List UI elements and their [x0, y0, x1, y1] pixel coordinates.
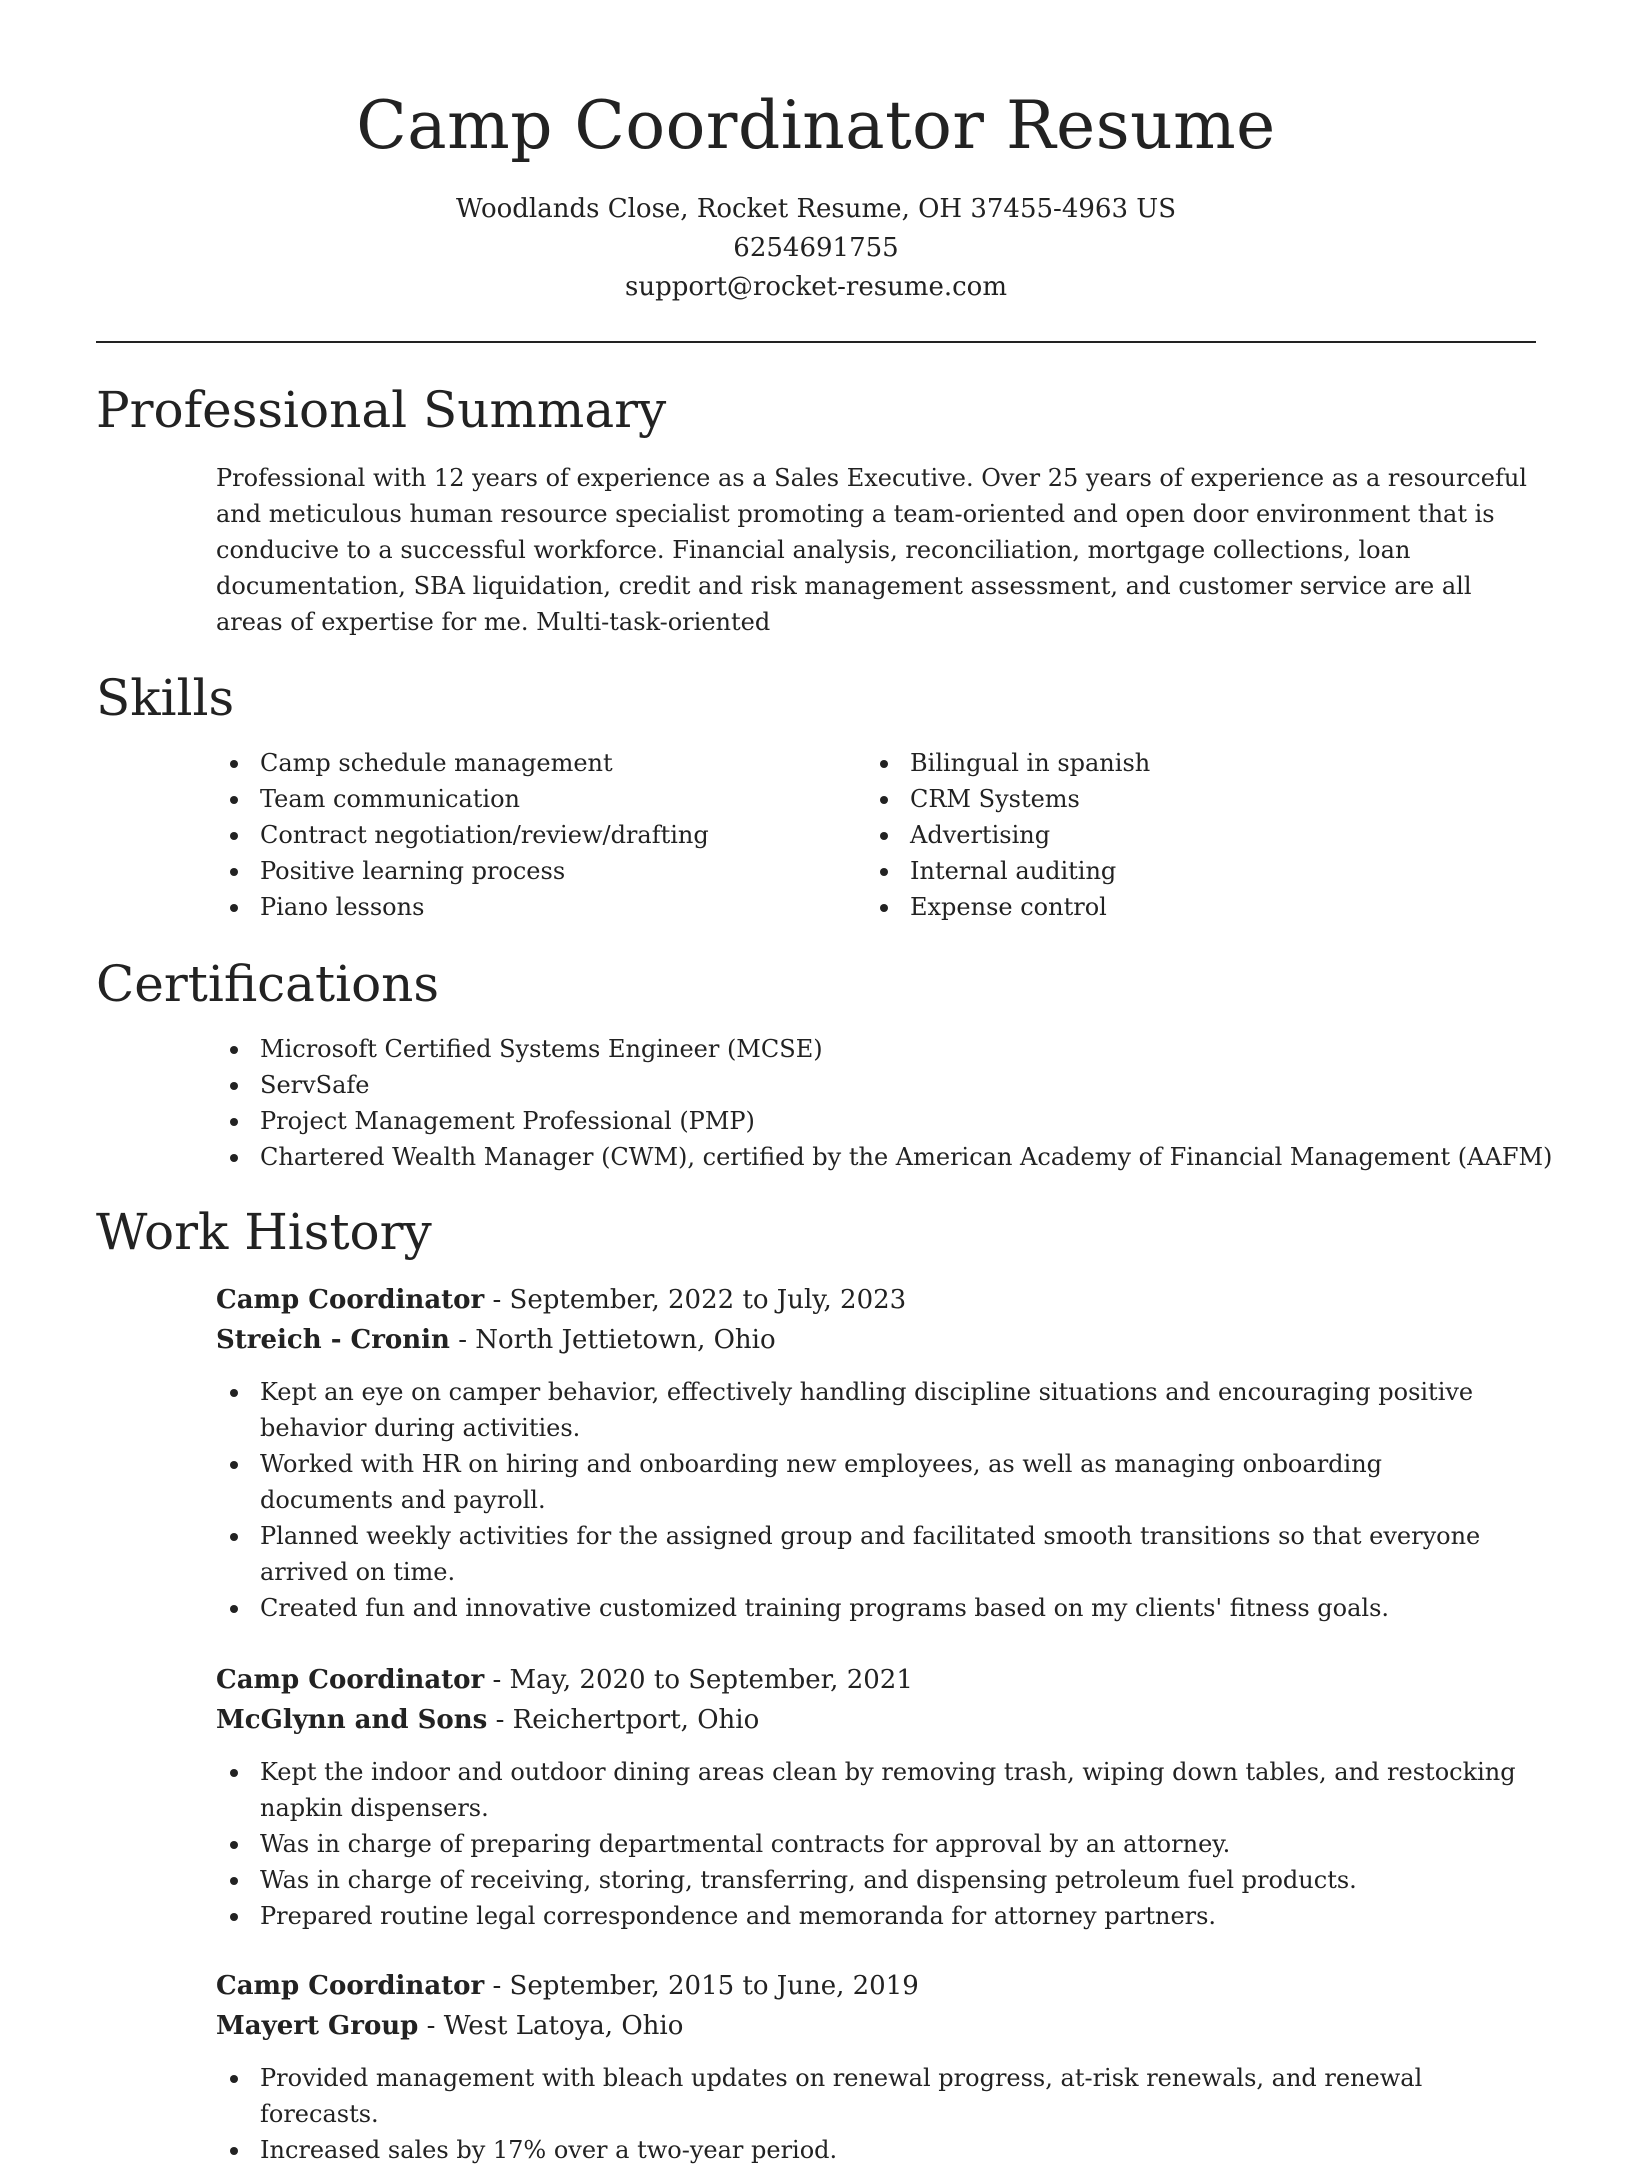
contact-email: support@rocket-resume.com: [624, 272, 1007, 302]
skills-column-left: [216, 745, 836, 925]
certification-item: Microsoft Certified Systems Engineer (MCSE): [216, 1031, 1556, 1067]
job-company: Streich - Cronin: [216, 1325, 450, 1355]
job-company: McGlynn and Sons: [216, 1705, 488, 1735]
job-duties-list: [216, 1754, 1516, 1934]
skill-item: Bilingual in spanish: [866, 745, 1486, 781]
job-dates: September, 2022 to July, 2023: [509, 1285, 907, 1315]
contact-phone: 6254691755: [733, 233, 899, 263]
job-duties: [216, 1754, 1516, 1934]
job-location: North Jettietown, Ohio: [475, 1325, 776, 1355]
job-company-line: McGlynn and Sons - Reichertport, Ohio: [216, 1705, 760, 1735]
job-title-line: Camp Coordinator - May, 2020 to September, 2021: [216, 1665, 913, 1695]
job-duty-item: Was in charge of receiving, storing, transferring, and dispensing petroleum fuel products.: [216, 1862, 1516, 1898]
certification-item: ServSafe: [216, 1067, 1556, 1103]
job-duties-list: [216, 2060, 1516, 2168]
job-header: [216, 1966, 1516, 2046]
job-duty-item: Increased sales by 17% over a two-year period.: [216, 2132, 1516, 2168]
job-duty-item: Kept the indoor and outdoor dining areas clean by removing trash, wiping down tables, and restocking napkin dispensers.: [216, 1754, 1516, 1826]
certification-item: Chartered Wealth Manager (CWM), certified by the American Academy of Financial Management (AAFM): [216, 1139, 1556, 1175]
skill-item: Contract negotiation/review/drafting: [216, 817, 836, 853]
skill-item: Camp schedule management: [216, 745, 836, 781]
job-duties: [216, 2060, 1516, 2168]
resume-title: Camp Coordinator Resume: [356, 87, 1276, 164]
skill-item: Positive learning process: [216, 853, 836, 889]
job-location: Reichertport, Ohio: [512, 1705, 760, 1735]
certifications-block: [216, 1031, 1556, 1175]
job-location: West Latoya, Ohio: [443, 2011, 684, 2041]
job-header: [216, 1660, 1516, 1740]
skill-item: Internal auditing: [866, 853, 1486, 889]
skill-item: Expense control: [866, 889, 1486, 925]
contact-address: Woodlands Close, Rocket Resume, OH 37455-4963 US: [455, 194, 1176, 224]
job-duties: [216, 1374, 1516, 1626]
job-title: Camp Coordinator: [216, 1285, 485, 1315]
job-dates: May, 2020 to September, 2021: [509, 1665, 913, 1695]
skill-item: CRM Systems: [866, 781, 1486, 817]
job-duty-item: Provided management with bleach updates on renewal progress, at-risk renewals, and renewal forecasts.: [216, 2060, 1516, 2132]
certifications-heading: Certifications: [96, 955, 440, 1013]
job-company-line: Mayert Group - West Latoya, Ohio: [216, 2011, 684, 2041]
job-header: [216, 1280, 1516, 1360]
job-duty-item: Worked with HR on hiring and onboarding new employees, as well as managing onboarding documents and payroll.: [216, 1446, 1516, 1518]
header-divider: [96, 341, 1536, 343]
job-dates: September, 2015 to June, 2019: [509, 1971, 919, 2001]
skills-heading: Skills: [96, 669, 235, 727]
job-duty-item: Created fun and innovative customized training programs based on my clients' fitness goals.: [216, 1590, 1516, 1626]
skill-item: Team communication: [216, 781, 836, 817]
job-company-line: Streich - Cronin - North Jettietown, Ohio: [216, 1325, 776, 1355]
skills-column-right: [866, 745, 1486, 925]
job-duty-item: Prepared routine legal correspondence and memoranda for attorney partners.: [216, 1898, 1516, 1934]
certifications-list: [216, 1031, 1556, 1175]
resume-header: [0, 0, 1632, 307]
job-title: Camp Coordinator: [216, 1665, 485, 1695]
job-duty-item: Kept an eye on camper behavior, effectively handling discipline situations and encouraging positive behavior during activities.: [216, 1374, 1516, 1446]
certification-item: Project Management Professional (PMP): [216, 1103, 1556, 1139]
summary-text: Professional with 12 years of experience as a Sales Executive. Over 25 years of experience as a resourceful and meticulous human resource specialist promoting a team-oriented and open door environment that is conducive to a successful workforce. Financial analysis, reconciliation, mortgage collections, loan documentation, SBA liquidation, credit and risk management assessment, and customer service are all areas of expertise for me. Multi-task-oriented: [216, 464, 1527, 636]
skills-list-right: [866, 745, 1486, 925]
job-duty-item: Planned weekly activities for the assigned group and facilitated smooth transitions so that everyone arrived on time.: [216, 1518, 1516, 1590]
contact-block: [0, 190, 1632, 307]
job-title: Camp Coordinator: [216, 1971, 485, 2001]
skill-item: Piano lessons: [216, 889, 836, 925]
skill-item: Advertising: [866, 817, 1486, 853]
job-title-line: Camp Coordinator - September, 2015 to June, 2019: [216, 1971, 919, 2001]
work-history-heading: Work History: [96, 1203, 432, 1261]
job-duty-item: Was in charge of preparing departmental contracts for approval by an attorney.: [216, 1826, 1516, 1862]
job-company: Mayert Group: [216, 2011, 419, 2041]
job-title-line: Camp Coordinator - September, 2022 to July, 2023: [216, 1285, 907, 1315]
skills-list-left: [216, 745, 836, 925]
summary-heading: Professional Summary: [96, 381, 667, 439]
job-duties-list: [216, 1374, 1516, 1626]
